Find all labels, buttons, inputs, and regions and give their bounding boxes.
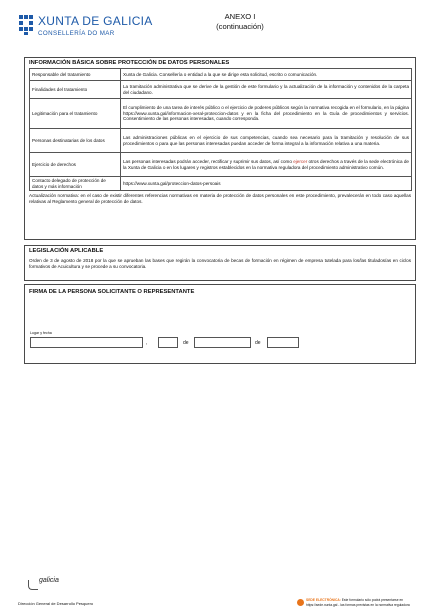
row-value: Xunta de Galicia. Consellería o entidad a la que se dirige esta solicitud, escrito o comunicación. [121, 69, 412, 81]
table-row [30, 129, 412, 153]
regulatory-update-note: Actualización normativa: en el caso de existir diferentes referencias normativas en materia de protección de datos personales en este procedimiento, prevalecerán en todo caso aquellas relativas al Reglamento general de protección de datos. [29, 193, 411, 204]
table-row [30, 177, 412, 191]
de-separator-1: de [183, 340, 189, 346]
data-protection-section [24, 57, 416, 240]
row-label: Finalidades del tratamiento [30, 81, 121, 99]
annex-subtitle: (continuación) [216, 21, 264, 31]
galicia-logo-text: galicia [39, 577, 59, 584]
annex-title: ANEXO I [224, 12, 256, 21]
row-value-link[interactable]: https://www.xunta.gal/proteccion-datos-persoais [121, 177, 412, 191]
row-value [121, 153, 412, 177]
place-field[interactable] [30, 337, 143, 348]
row-label: Personas destinatarias de los datos [30, 129, 121, 153]
rights-text-highlight: ejercer [293, 158, 308, 164]
electronic-office-text-1: Este formulario sólo podrá presentarse en [341, 598, 404, 602]
electronic-office-text-2[interactable]: https://sede.xunta.gal - las formas previstas en la normativa reguladora [306, 603, 410, 607]
row-label: Legitimación para el tratamiento [30, 99, 121, 129]
legislation-text: Orden de 3 de agosto de 2018 por la que se aprueban las bases que regirán la convocatoria de becas de formación en régimen de empresa tutelada para los/las titulados/as en ciclos formativos de Acuicultura y se procede a su convocatoria. [29, 258, 411, 269]
galicia-swoosh-icon [28, 580, 38, 590]
electronic-office-icon [297, 599, 304, 606]
xunta-emblem-icon [18, 14, 34, 36]
rights-text-end: otros derechos a través de la sede electrónica de la Xunta de Galicia o en los lugares y registros establecidos en la normativa reguladora del procedimiento administrativo común. [123, 158, 409, 170]
table-row [30, 99, 412, 129]
data-protection-table [29, 68, 412, 191]
table-row [30, 153, 412, 177]
place-date-label: Lugar y fecha [30, 331, 52, 335]
footer-department: Dirección General de Desarrollo Pesquero [18, 601, 94, 606]
day-field[interactable] [158, 337, 178, 348]
signature-title: FIRMA DE LA PERSONA SOLICITANTE O REPRESENTANTE [29, 289, 195, 295]
row-label: Contacto delegado de protección de datos y más información [30, 177, 121, 191]
data-protection-title: INFORMACIÓN BÁSICA SOBRE PROTECCIÓN DE DATOS PERSONALES [29, 60, 230, 66]
org-name: XUNTA DE GALICIA [38, 14, 153, 28]
legislation-section [24, 245, 416, 281]
row-label: Responsable del tratamiento [30, 69, 121, 81]
row-value: El cumplimiento de una tarea de interés público o el ejercicio de poderes públicos según la normativa recogida en el formulario, en la página https://www.xunta.gal/informacion-xeral-proteccion-datos y en la ficha del procedimiento en la Guía de procedimientos y servicios. Consentimiento de las personas interesadas, cuando corresponda. [121, 99, 412, 129]
row-label: Ejercicio de derechos [30, 153, 121, 177]
year-field[interactable] [267, 337, 299, 348]
rights-text-start: Las personas interesadas podrán acceder, rectificar y suprimir sus datos, así como [123, 158, 294, 164]
signature-section [24, 284, 416, 364]
annex-heading [190, 12, 290, 31]
comma-separator: , [146, 340, 148, 346]
row-value: Las administraciones públicas en el ejercicio de sus competencias, cuando sea necesario para la tramitación y resolución de sus procedimientos o para que las personas interesadas puedan acceder de forma integral a la información relativa a una materia. [121, 129, 412, 153]
de-separator-2: de [255, 340, 261, 346]
row-value: La tramitación administrativa que se derive de la gestión de este formulario y la actualización de la información y contenidos de la carpeta del ciudadano. [121, 81, 412, 99]
electronic-office-label: SEDE ELECTRÓNICA: [306, 598, 341, 602]
legislation-title: LEGISLACIÓN APLICABLE [29, 248, 104, 254]
table-row [30, 69, 412, 81]
table-row [30, 81, 412, 99]
xunta-logo [18, 12, 158, 47]
galicia-footer-logo [28, 577, 68, 589]
month-field[interactable] [194, 337, 251, 348]
department-name: CONSELLERÍA DO MAR [38, 30, 115, 37]
